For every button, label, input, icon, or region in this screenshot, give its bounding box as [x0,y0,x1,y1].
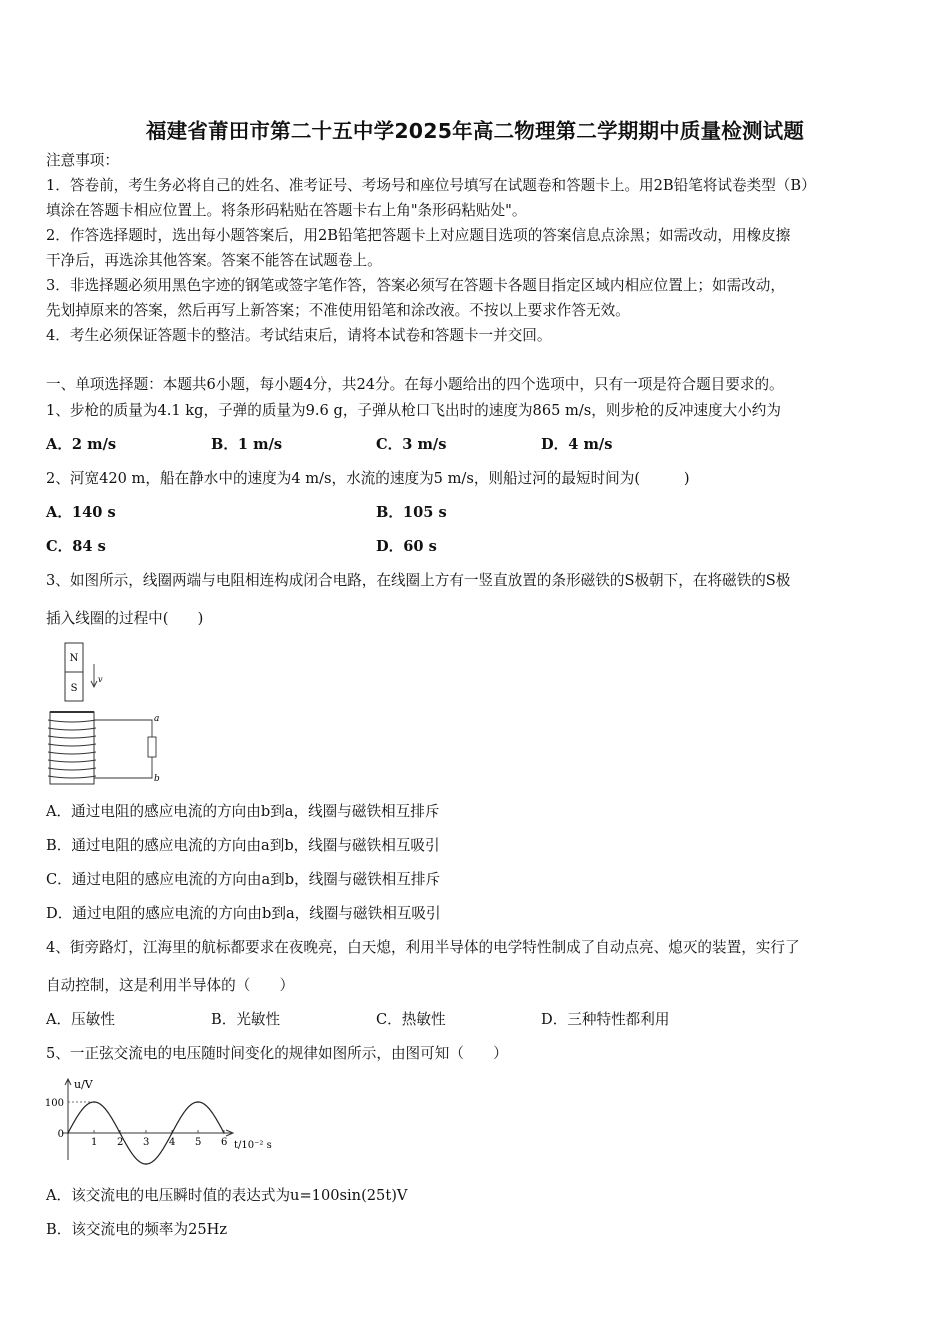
voltage-time-chart [40,1075,290,1170]
data-point [145,1163,147,1165]
notice-line: 2．作答选择题时，选出每小题答案后，用2B铅笔把答题卡上对应题目选项的答案信息点涂黑；如需改动，用橡皮擦 [46,227,791,244]
notice-line: 1．答卷前，考生务必将自己的姓名、准考证号、考场号和座位号填写在试题卷和答题卡上。用2B铅笔将试卷类型（B） [46,177,816,194]
velocity-label: v [98,675,103,684]
question-4-stem-cont: 自动控制，这是利用半导体的（ ） [46,977,295,994]
y-axis-label: u/V [74,1078,93,1091]
notice-line: 4．考生必须保证答题卡的整洁。考试结束后，请将本试卷和答题卡一并交回。 [46,327,552,344]
circuit-wire [94,714,160,784]
velocity-arrow [91,664,103,687]
q2-option-c[interactable]: C．84 s [46,538,106,555]
q4-option-b[interactable]: B．光敏性 [211,1011,281,1028]
bar-magnet [65,643,83,701]
q3-option-d[interactable]: D．通过电阻的感应电流的方向由b到a，线圈与磁铁相互吸引 [46,905,441,922]
coil [48,712,96,784]
resistor [148,737,156,757]
q1-option-c[interactable]: C．3 m/s [376,436,447,453]
x-tick-label: 3 [143,1137,150,1148]
q3-option-c[interactable]: C．通过电阻的感应电流的方向由a到b，线圈与磁铁相互排斥 [46,871,441,888]
magnet-coil-figure [40,640,175,790]
notice-line: 先划掉原来的答案，然后再写上新答案；不准使用铅笔和涂改液。不按以上要求作答无效。 [46,302,630,319]
x-tick-label: 2 [117,1137,124,1148]
notice-heading: 注意事项： [46,152,119,169]
q4-option-d[interactable]: D．三种特性都利用 [541,1011,670,1028]
q1-option-d[interactable]: D．4 m/s [541,436,613,453]
question-3-stem-cont: 插入线圈的过程中( ) [46,610,204,627]
data-point [67,1132,69,1134]
page-title: 福建省莆田市第二十五中学2025年高二物理第二学期期中质量检测试题 [145,119,805,143]
q1-option-a[interactable]: A．2 m/s [46,436,117,453]
notice-line: 干净后，再选涂其他答案。答案不能答在试题卷上。 [46,252,382,269]
notice-line: 填涂在答题卡相应位置上。将条形码粘贴在答题卡右上角"条形码粘贴处"。 [46,202,527,219]
q2-option-b[interactable]: B．105 s [376,504,447,521]
section-heading: 一、单项选择题：本题共6小题，每小题4分，共24分。在每小题给出的四个选项中，只有一项是符合题目要求的。 [46,376,784,393]
notice-line: 3．非选择题必须用黑色字迹的钢笔或签字笔作答，答案必须写在答题卡各题目指定区域内相应位置上；如需改动， [46,277,785,294]
q5-option-a[interactable]: A．该交流电的电压瞬时值的表达式为u=100sin(25t)V [46,1187,408,1204]
x-tick-label: 5 [195,1137,202,1148]
question-3-stem: 3、如图所示，线圈两端与电阻相连构成闭合电路，在线圈上方有一竖直放置的条形磁铁的S极朝下，在将磁铁的S极 [46,572,791,589]
q1-option-b[interactable]: B．1 m/s [211,436,283,453]
terminal-b-label: b [154,774,160,784]
q5-option-b[interactable]: B．该交流电的频率为25Hz [46,1221,228,1238]
y-tick-label: 100 [44,1098,64,1109]
q4-option-a[interactable]: A．压敏性 [46,1011,115,1028]
question-4-stem: 4、街旁路灯，江海里的航标都要求在夜晚亮，白天熄，利用半导体的电学特性制成了自动点亮、熄灭的装置，实行了 [46,939,800,956]
q3-option-a[interactable]: A．通过电阻的感应电流的方向由b到a，线圈与磁铁相互排斥 [46,803,440,820]
x-tick-label: 1 [91,1137,98,1148]
q2-option-d[interactable]: D．60 s [376,538,437,555]
terminal-a-label: a [154,714,160,724]
data-point [197,1101,199,1103]
magnet-n-label: N [69,653,79,664]
x-tick-label: 6 [221,1137,228,1148]
question-5-stem: 5、一正弦交流电的电压随时间变化的规律如图所示，由图可知（ ） [46,1045,508,1062]
question-2-stem: 2、河宽420 m，船在静水中的速度为4 m/s，水流的速度为5 m/s，则船过河的最短时间为( ) [46,470,690,487]
question-1-stem: 1、步枪的质量为4.1 kg，子弹的质量为9.6 g，子弹从枪口飞出时的速度为865 m/s，则步枪的反冲速度大小约为 [46,402,781,419]
magnet-s-label: S [70,683,78,694]
q3-option-b[interactable]: B．通过电阻的感应电流的方向由a到b，线圈与磁铁相互吸引 [46,837,440,854]
y-tick-label: 0 [57,1129,64,1140]
q4-option-c[interactable]: C．热敏性 [376,1011,446,1028]
x-axis-label: t/10⁻² s [234,1140,272,1151]
q2-option-a[interactable]: A．140 s [46,504,116,521]
x-tick-label: 4 [169,1137,176,1148]
